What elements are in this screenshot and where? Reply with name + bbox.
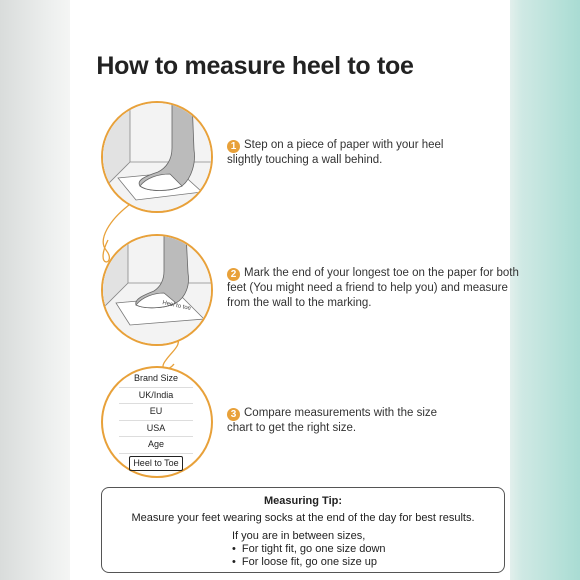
step-3 — [227, 406, 457, 436]
tip-title: Measuring Tip: — [263, 495, 343, 507]
step-2 — [227, 266, 522, 311]
step-number-badge: 1 — [227, 140, 240, 153]
tip-text: Measure your feet wearing socks at the end of the day for best results. — [131, 512, 475, 524]
measuring-tip-box — [101, 487, 505, 573]
step-1 — [227, 138, 477, 168]
size-chart — [106, 371, 206, 471]
step1-illustration — [100, 100, 214, 214]
tip-list-item: • For tight fit, go one size down — [232, 543, 504, 556]
page-title: How to measure heel to toe — [96, 52, 414, 80]
tip-list — [232, 530, 504, 569]
size-chart-row: USA — [119, 421, 193, 438]
size-chart-row: EU — [119, 404, 193, 421]
tip-list-intro: If you are in between sizes, — [232, 530, 366, 542]
size-chart-row-highlight: Heel to Toe — [129, 456, 183, 471]
size-chart-row: Age — [119, 437, 193, 454]
step-text: Compare measurements with the size chart to get the right size. — [227, 407, 438, 434]
step-text: Mark the end of your longest toe on the paper for both feet (You might need a friend to help you) and measure from the wall to the marking. — [227, 267, 519, 309]
tip-list-item: • For loose fit, go one size up — [232, 556, 504, 569]
step2-illustration — [100, 233, 214, 347]
step-number-badge: 2 — [227, 268, 240, 281]
step-text: Step on a piece of paper with your heel slightly touching a wall behind. — [227, 139, 444, 166]
step-number-badge: 3 — [227, 408, 240, 421]
size-chart-row: UK/India — [119, 388, 193, 405]
paper-label: Heel to toe — [161, 300, 192, 312]
size-chart-row: Brand Size — [119, 371, 193, 388]
